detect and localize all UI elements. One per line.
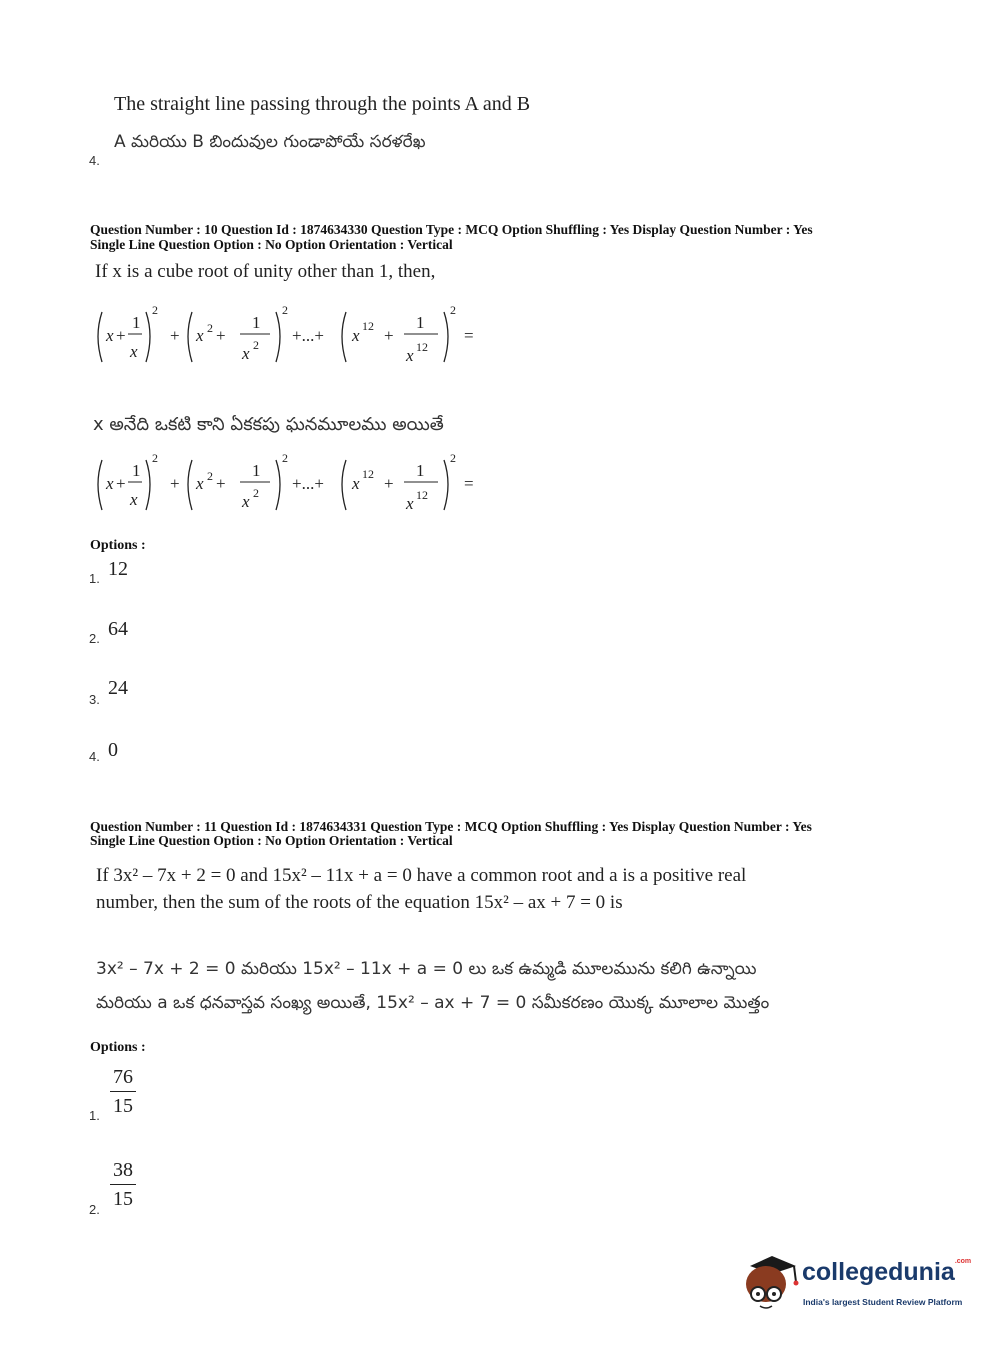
prev-option-number: 4.: [89, 153, 100, 168]
q11-option-2-fraction[interactable]: [110, 1159, 136, 1211]
svg-text:+: +: [170, 474, 180, 493]
svg-text:1: 1: [252, 461, 261, 480]
svg-text:12: 12: [416, 340, 428, 354]
svg-text:x: x: [352, 326, 360, 345]
q11-text-en-line2: number, then the sum of the roots of the equation 15x² – ax + 7 = 0 is: [96, 892, 623, 913]
svg-text:x: x: [242, 344, 250, 363]
svg-text:x: x: [406, 346, 414, 365]
svg-text:x: x: [406, 494, 414, 513]
q10-option-3-number: 3.: [89, 692, 100, 707]
collegedunia-logo: [740, 1250, 970, 1320]
prev-option-text-en: The straight line passing through the points A and B: [114, 93, 531, 115]
q11-text-te-line1: 3x² – 7x + 2 = 0 మరియు 15x² – 11x + a = 0 లు ఒక ఉమ్మడి మూలమును కలిగి ఉన్నాయి: [96, 959, 757, 979]
svg-text:12: 12: [362, 319, 374, 333]
svg-text:1: 1: [252, 313, 261, 332]
svg-text:2: 2: [152, 451, 158, 465]
svg-text:1: 1: [132, 313, 141, 332]
q10-meta-line2: Single Line Question Option : No Option Orientation : Vertical: [90, 237, 453, 252]
q10-option-1-number: 1.: [89, 571, 100, 586]
q11-text-te-line2: మరియు a ఒక ధనవాస్తవ సంఖ్య అయితే, 15x² – ax + 7 = 0 సమీకరణం యొక్క మూలాల మొత్తం: [96, 993, 770, 1013]
svg-text:2: 2: [450, 303, 456, 317]
svg-text:12: 12: [362, 467, 374, 481]
q11-option-1-fraction[interactable]: [110, 1066, 136, 1118]
svg-text:+: +: [216, 326, 226, 345]
svg-text:+: +: [384, 326, 394, 345]
svg-text:+: +: [116, 326, 126, 345]
q10-option-4-value[interactable]: 0: [108, 739, 118, 761]
q11-meta-line2: Single Line Question Option : No Option Orientation : Vertical: [90, 833, 453, 848]
prev-option-text-te: A మరియు B బిందువుల గుండాపోయే సరళరేఖ: [114, 132, 426, 152]
svg-text:+: +: [384, 474, 394, 493]
svg-text:x: x: [130, 342, 138, 361]
svg-text:x: x: [196, 326, 204, 345]
svg-text:=: =: [464, 326, 474, 345]
svg-text:x: x: [352, 474, 360, 493]
logo-suffix: .com: [954, 1258, 972, 1265]
q10-option-2-number: 2.: [89, 631, 100, 646]
q10-option-2-value[interactable]: 64: [108, 618, 128, 640]
q10-option-1-value[interactable]: 12: [108, 558, 128, 580]
logo-wordmark: collegedunia: [802, 1258, 955, 1286]
svg-text:+: +: [116, 474, 126, 493]
svg-text:2: 2: [207, 321, 213, 335]
svg-text:2: 2: [253, 486, 259, 500]
q10-option-3-value[interactable]: 24: [108, 677, 128, 699]
mascot-icon: [740, 1250, 800, 1314]
svg-text:+: +: [216, 474, 226, 493]
q11-option-1-numerator: 76: [110, 1066, 136, 1092]
svg-text:=: =: [464, 474, 474, 493]
svg-text:x: x: [106, 474, 114, 493]
svg-text:x: x: [196, 474, 204, 493]
svg-text:+...+: +...+: [292, 326, 324, 345]
svg-text:2: 2: [282, 303, 288, 317]
q10-option-4-number: 4.: [89, 749, 100, 764]
q11-text-en-line1: If 3x² – 7x + 2 = 0 and 15x² – 11x + a = 0 have a common root and a is a positive real: [96, 865, 747, 886]
q11-option-1-denominator: 15: [113, 1095, 133, 1117]
svg-text:x: x: [130, 490, 138, 509]
svg-text:2: 2: [152, 303, 158, 317]
svg-text:2: 2: [282, 451, 288, 465]
q11-meta-line1: Question Number : 11 Question Id : 1874634331 Question Type : MCQ Option Shuffling : Yes Display Question Number : Yes: [90, 819, 812, 834]
q11-option-2-denominator: 15: [113, 1188, 133, 1210]
q10-expression-te: [92, 448, 492, 520]
svg-text:x: x: [106, 326, 114, 345]
q10-expression-en: [92, 300, 492, 372]
svg-text:2: 2: [450, 451, 456, 465]
q10-text-en: If x is a cube root of unity other than 1, then,: [95, 261, 436, 282]
q10-text-te: x అనేది ఒకటి కాని ఏకకపు ఘనమూలము అయితే: [93, 414, 444, 435]
q11-option-2-numerator: 38: [110, 1159, 136, 1185]
svg-text:12: 12: [416, 488, 428, 502]
svg-text:1: 1: [416, 461, 425, 480]
svg-text:1: 1: [132, 461, 141, 480]
q10-meta-line1: Question Number : 10 Question Id : 1874634330 Question Type : MCQ Option Shuffling : Yes Display Question Number : Yes: [90, 222, 813, 237]
logo-tagline: India's largest Student Review Platform: [803, 1297, 963, 1307]
svg-text:+: +: [170, 326, 180, 345]
svg-text:+...+: +...+: [292, 474, 324, 493]
q11-option-1-number: 1.: [89, 1108, 100, 1123]
svg-text:x: x: [242, 492, 250, 511]
q11-options-label: Options :: [90, 1040, 146, 1055]
svg-text:2: 2: [207, 469, 213, 483]
q11-option-2-number: 2.: [89, 1202, 100, 1217]
svg-text:2: 2: [253, 338, 259, 352]
svg-text:1: 1: [416, 313, 425, 332]
q10-options-label: Options :: [90, 538, 146, 553]
